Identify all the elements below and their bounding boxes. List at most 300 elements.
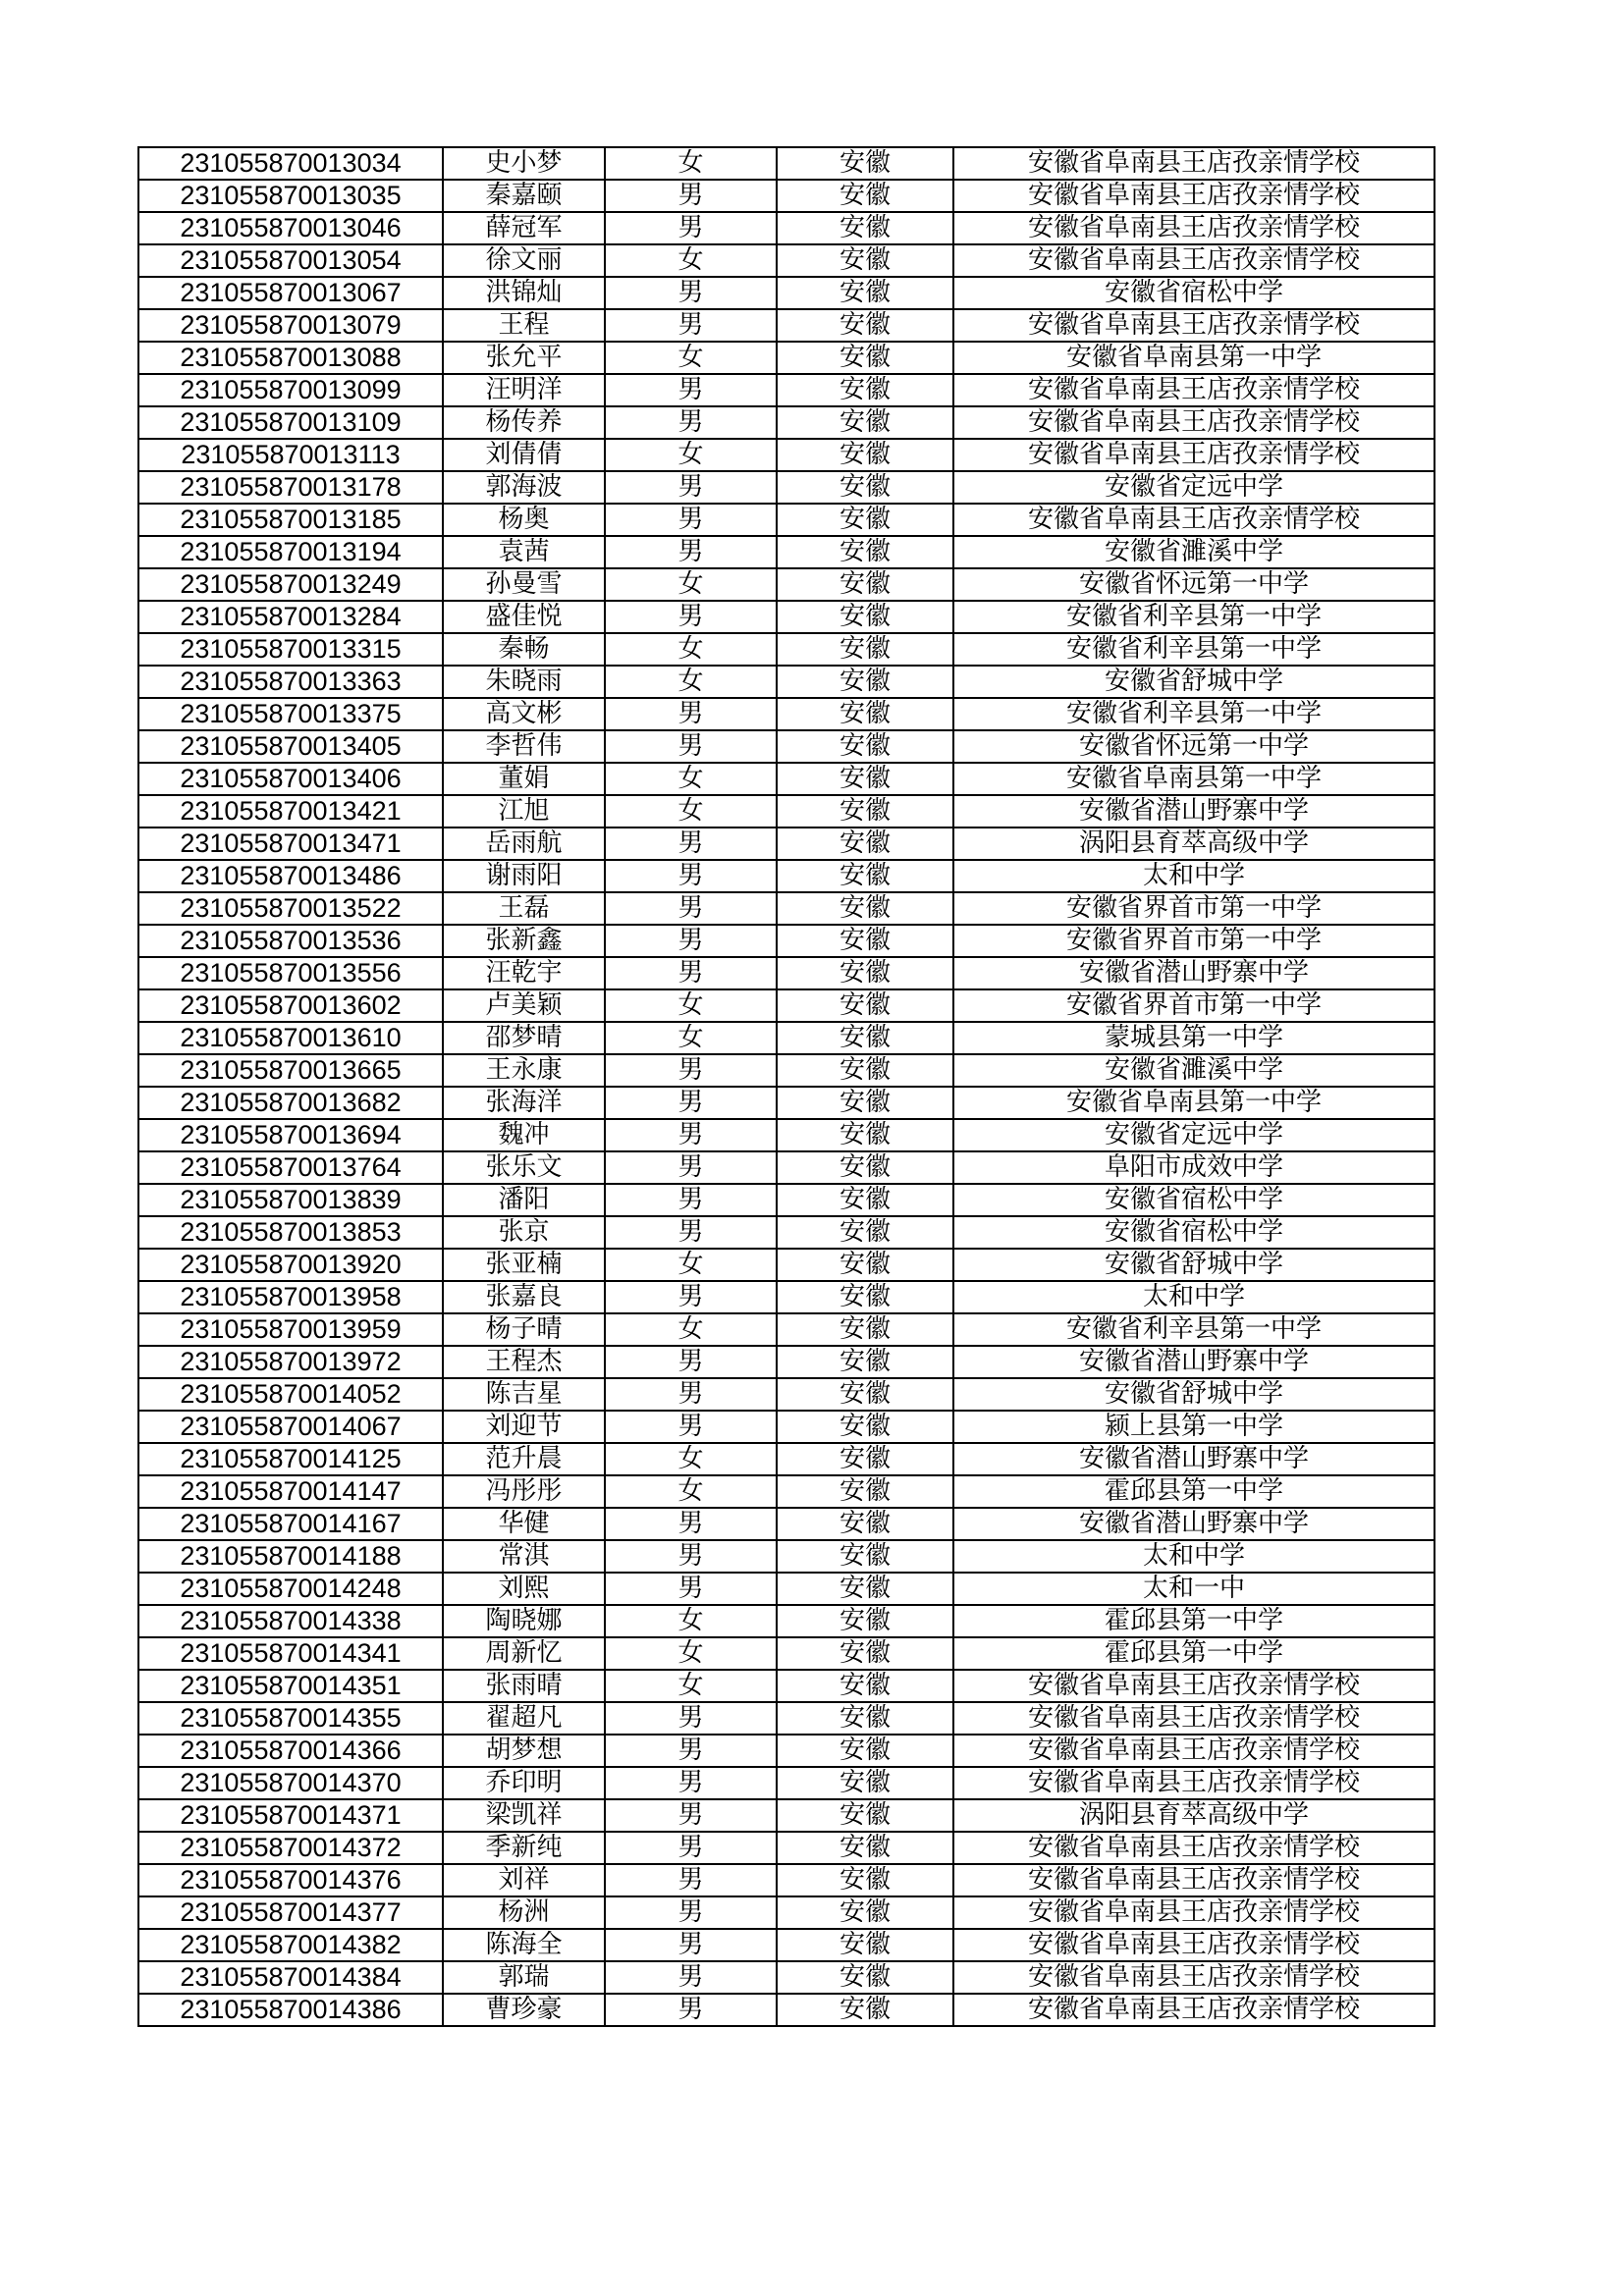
cell-province: 安徽	[777, 1767, 953, 1799]
cell-province: 安徽	[777, 1216, 953, 1249]
cell-province: 安徽	[777, 180, 953, 212]
cell-school: 安徽省舒城中学	[953, 666, 1435, 698]
cell-id: 231055870014386	[138, 1994, 443, 2026]
cell-school: 太和一中	[953, 1573, 1435, 1605]
cell-sex: 男	[605, 1767, 777, 1799]
cell-id: 231055870014355	[138, 1702, 443, 1735]
table-row	[138, 1151, 1435, 1184]
cell-school: 安徽省阜南县王店孜亲情学校	[953, 244, 1435, 277]
cell-name: 常淇	[443, 1540, 605, 1573]
cell-school: 安徽省界首市第一中学	[953, 989, 1435, 1022]
cell-province: 安徽	[777, 471, 953, 504]
cell-name: 薛冠军	[443, 212, 605, 244]
cell-school: 安徽省利辛县第一中学	[953, 633, 1435, 666]
cell-name: 郭海波	[443, 471, 605, 504]
table-row	[138, 1767, 1435, 1799]
cell-id: 231055870014370	[138, 1767, 443, 1799]
cell-name: 秦嘉颐	[443, 180, 605, 212]
cell-id: 231055870013682	[138, 1087, 443, 1119]
cell-school: 霍邱县第一中学	[953, 1605, 1435, 1637]
cell-name: 邵梦晴	[443, 1022, 605, 1054]
cell-name: 乔印明	[443, 1767, 605, 1799]
cell-school: 太和中学	[953, 1540, 1435, 1573]
cell-name: 范升晨	[443, 1443, 605, 1475]
cell-sex: 男	[605, 1540, 777, 1573]
cell-name: 杨子晴	[443, 1313, 605, 1346]
table-row	[138, 860, 1435, 892]
cell-name: 王程杰	[443, 1346, 605, 1378]
cell-province: 安徽	[777, 1378, 953, 1411]
cell-sex: 男	[605, 1216, 777, 1249]
cell-school: 安徽省利辛县第一中学	[953, 601, 1435, 633]
cell-sex: 男	[605, 1378, 777, 1411]
cell-province: 安徽	[777, 1994, 953, 2026]
cell-id: 231055870013471	[138, 828, 443, 860]
cell-id: 231055870014167	[138, 1508, 443, 1540]
cell-school: 安徽省潜山野寨中学	[953, 957, 1435, 989]
table-row	[138, 1022, 1435, 1054]
table-row	[138, 989, 1435, 1022]
cell-school: 安徽省阜南县王店孜亲情学校	[953, 1994, 1435, 2026]
cell-name: 刘迎节	[443, 1411, 605, 1443]
cell-sex: 女	[605, 1313, 777, 1346]
table-row	[138, 763, 1435, 795]
cell-id: 231055870013694	[138, 1119, 443, 1151]
table-row	[138, 795, 1435, 828]
cell-id: 231055870013556	[138, 957, 443, 989]
cell-id: 231055870013853	[138, 1216, 443, 1249]
table-row	[138, 536, 1435, 568]
cell-name: 江旭	[443, 795, 605, 828]
cell-id: 231055870014067	[138, 1411, 443, 1443]
table-row	[138, 1832, 1435, 1864]
cell-id: 231055870013421	[138, 795, 443, 828]
cell-school: 安徽省阜南县第一中学	[953, 1087, 1435, 1119]
cell-province: 安徽	[777, 795, 953, 828]
cell-province: 安徽	[777, 1670, 953, 1702]
table-row	[138, 633, 1435, 666]
cell-id: 231055870013665	[138, 1054, 443, 1087]
cell-id: 231055870013099	[138, 374, 443, 406]
cell-sex: 女	[605, 1022, 777, 1054]
cell-province: 安徽	[777, 1249, 953, 1281]
cell-sex: 女	[605, 1475, 777, 1508]
cell-sex: 女	[605, 439, 777, 471]
cell-sex: 男	[605, 730, 777, 763]
cell-school: 安徽省阜南县王店孜亲情学校	[953, 1864, 1435, 1896]
cell-province: 安徽	[777, 1735, 953, 1767]
cell-province: 安徽	[777, 1637, 953, 1670]
cell-id: 231055870014351	[138, 1670, 443, 1702]
cell-name: 张海洋	[443, 1087, 605, 1119]
cell-school: 安徽省怀远第一中学	[953, 568, 1435, 601]
cell-id: 231055870013113	[138, 439, 443, 471]
cell-sex: 男	[605, 1508, 777, 1540]
cell-sex: 女	[605, 633, 777, 666]
cell-province: 安徽	[777, 1411, 953, 1443]
cell-id: 231055870013035	[138, 180, 443, 212]
cell-name: 谢雨阳	[443, 860, 605, 892]
table-row	[138, 957, 1435, 989]
cell-school: 安徽省濉溪中学	[953, 1054, 1435, 1087]
cell-school: 安徽省阜南县王店孜亲情学校	[953, 1961, 1435, 1994]
cell-name: 华健	[443, 1508, 605, 1540]
cell-id: 231055870013054	[138, 244, 443, 277]
cell-province: 安徽	[777, 1443, 953, 1475]
cell-school: 安徽省阜南县王店孜亲情学校	[953, 406, 1435, 439]
roster-body	[138, 147, 1435, 2026]
cell-id: 231055870013185	[138, 504, 443, 536]
cell-id: 231055870013972	[138, 1346, 443, 1378]
cell-id: 231055870014052	[138, 1378, 443, 1411]
cell-school: 安徽省阜南县王店孜亲情学校	[953, 147, 1435, 180]
cell-id: 231055870013079	[138, 309, 443, 342]
cell-school: 颍上县第一中学	[953, 1411, 1435, 1443]
cell-id: 231055870013958	[138, 1281, 443, 1313]
table-row	[138, 698, 1435, 730]
cell-province: 安徽	[777, 342, 953, 374]
cell-id: 231055870013284	[138, 601, 443, 633]
cell-sex: 男	[605, 309, 777, 342]
cell-name: 徐文丽	[443, 244, 605, 277]
cell-name: 杨传养	[443, 406, 605, 439]
cell-school: 安徽省阜南县王店孜亲情学校	[953, 1832, 1435, 1864]
cell-name: 刘祥	[443, 1864, 605, 1896]
table-row	[138, 180, 1435, 212]
cell-sex: 男	[605, 180, 777, 212]
cell-name: 冯彤彤	[443, 1475, 605, 1508]
cell-sex: 男	[605, 1799, 777, 1832]
cell-school: 安徽省阜南县王店孜亲情学校	[953, 180, 1435, 212]
cell-sex: 女	[605, 342, 777, 374]
cell-sex: 男	[605, 504, 777, 536]
cell-sex: 男	[605, 1184, 777, 1216]
cell-sex: 男	[605, 536, 777, 568]
cell-sex: 男	[605, 892, 777, 925]
cell-sex: 男	[605, 1573, 777, 1605]
cell-id: 231055870013088	[138, 342, 443, 374]
table-row	[138, 1637, 1435, 1670]
cell-name: 汪明洋	[443, 374, 605, 406]
cell-province: 安徽	[777, 439, 953, 471]
cell-name: 陈海全	[443, 1929, 605, 1961]
cell-sex: 女	[605, 1605, 777, 1637]
cell-id: 231055870014377	[138, 1896, 443, 1929]
cell-sex: 男	[605, 860, 777, 892]
cell-school: 安徽省阜南县王店孜亲情学校	[953, 309, 1435, 342]
table-row	[138, 1475, 1435, 1508]
table-row	[138, 1929, 1435, 1961]
cell-sex: 男	[605, 1346, 777, 1378]
table-row	[138, 1378, 1435, 1411]
cell-school: 霍邱县第一中学	[953, 1637, 1435, 1670]
cell-name: 张允平	[443, 342, 605, 374]
cell-school: 安徽省阜南县第一中学	[953, 763, 1435, 795]
cell-sex: 男	[605, 1896, 777, 1929]
table-row	[138, 1961, 1435, 1994]
cell-id: 231055870013178	[138, 471, 443, 504]
cell-sex: 男	[605, 1735, 777, 1767]
cell-sex: 男	[605, 471, 777, 504]
cell-sex: 女	[605, 1443, 777, 1475]
cell-province: 安徽	[777, 698, 953, 730]
cell-sex: 男	[605, 374, 777, 406]
cell-school: 阜阳市成效中学	[953, 1151, 1435, 1184]
cell-id: 231055870013486	[138, 860, 443, 892]
cell-name: 卢美颖	[443, 989, 605, 1022]
cell-sex: 男	[605, 1119, 777, 1151]
cell-school: 安徽省阜南县王店孜亲情学校	[953, 374, 1435, 406]
table-row	[138, 1411, 1435, 1443]
cell-province: 安徽	[777, 1961, 953, 1994]
cell-name: 董娟	[443, 763, 605, 795]
cell-name: 朱晓雨	[443, 666, 605, 698]
cell-sex: 男	[605, 1994, 777, 2026]
cell-school: 安徽省阜南县王店孜亲情学校	[953, 1702, 1435, 1735]
cell-sex: 男	[605, 1961, 777, 1994]
cell-sex: 男	[605, 1281, 777, 1313]
cell-name: 张京	[443, 1216, 605, 1249]
cell-school: 安徽省濉溪中学	[953, 536, 1435, 568]
cell-name: 郭瑞	[443, 1961, 605, 1994]
cell-sex: 女	[605, 244, 777, 277]
table-row	[138, 1184, 1435, 1216]
cell-id: 231055870013315	[138, 633, 443, 666]
table-row	[138, 568, 1435, 601]
cell-province: 安徽	[777, 860, 953, 892]
cell-school: 安徽省阜南县王店孜亲情学校	[953, 1896, 1435, 1929]
cell-sex: 男	[605, 1087, 777, 1119]
cell-province: 安徽	[777, 633, 953, 666]
cell-sex: 男	[605, 1054, 777, 1087]
cell-school: 安徽省宿松中学	[953, 277, 1435, 309]
cell-school: 安徽省舒城中学	[953, 1378, 1435, 1411]
cell-id: 231055870014382	[138, 1929, 443, 1961]
cell-id: 231055870014372	[138, 1832, 443, 1864]
cell-school: 安徽省定远中学	[953, 471, 1435, 504]
cell-sex: 女	[605, 147, 777, 180]
table-row	[138, 1799, 1435, 1832]
cell-id: 231055870014376	[138, 1864, 443, 1896]
cell-id: 231055870013959	[138, 1313, 443, 1346]
table-row	[138, 1994, 1435, 2026]
cell-province: 安徽	[777, 277, 953, 309]
table-row	[138, 212, 1435, 244]
cell-province: 安徽	[777, 925, 953, 957]
cell-sex: 男	[605, 1929, 777, 1961]
cell-name: 张嘉良	[443, 1281, 605, 1313]
cell-id: 231055870014125	[138, 1443, 443, 1475]
cell-school: 安徽省阜南县王店孜亲情学校	[953, 1929, 1435, 1961]
cell-province: 安徽	[777, 147, 953, 180]
table-row	[138, 1443, 1435, 1475]
cell-province: 安徽	[777, 1702, 953, 1735]
table-row	[138, 925, 1435, 957]
cell-name: 洪锦灿	[443, 277, 605, 309]
cell-sex: 女	[605, 1637, 777, 1670]
cell-school: 安徽省怀远第一中学	[953, 730, 1435, 763]
cell-id: 231055870013522	[138, 892, 443, 925]
table-row	[138, 471, 1435, 504]
cell-province: 安徽	[777, 568, 953, 601]
cell-school: 安徽省阜南县王店孜亲情学校	[953, 1735, 1435, 1767]
cell-name: 秦畅	[443, 633, 605, 666]
table-row	[138, 730, 1435, 763]
cell-name: 曹珍豪	[443, 1994, 605, 2026]
cell-sex: 男	[605, 277, 777, 309]
cell-province: 安徽	[777, 1151, 953, 1184]
cell-sex: 男	[605, 1151, 777, 1184]
cell-province: 安徽	[777, 1573, 953, 1605]
cell-school: 安徽省潜山野寨中学	[953, 1508, 1435, 1540]
cell-province: 安徽	[777, 1313, 953, 1346]
cell-name: 王磊	[443, 892, 605, 925]
cell-id: 231055870013034	[138, 147, 443, 180]
cell-name: 刘倩倩	[443, 439, 605, 471]
cell-sex: 男	[605, 601, 777, 633]
cell-name: 袁茜	[443, 536, 605, 568]
cell-id: 231055870014147	[138, 1475, 443, 1508]
cell-id: 231055870014338	[138, 1605, 443, 1637]
table-row	[138, 828, 1435, 860]
table-row	[138, 1087, 1435, 1119]
cell-sex: 女	[605, 666, 777, 698]
table-row	[138, 147, 1435, 180]
table-row	[138, 277, 1435, 309]
table-row	[138, 1346, 1435, 1378]
table-row	[138, 1119, 1435, 1151]
cell-province: 安徽	[777, 374, 953, 406]
cell-school: 太和中学	[953, 1281, 1435, 1313]
table-row	[138, 1313, 1435, 1346]
cell-province: 安徽	[777, 1799, 953, 1832]
cell-name: 刘熙	[443, 1573, 605, 1605]
cell-name: 翟超凡	[443, 1702, 605, 1735]
cell-id: 231055870013363	[138, 666, 443, 698]
cell-province: 安徽	[777, 1346, 953, 1378]
table-row	[138, 1702, 1435, 1735]
cell-school: 蒙城县第一中学	[953, 1022, 1435, 1054]
cell-id: 231055870013249	[138, 568, 443, 601]
table-row	[138, 342, 1435, 374]
cell-province: 安徽	[777, 828, 953, 860]
table-row	[138, 374, 1435, 406]
cell-name: 魏冲	[443, 1119, 605, 1151]
cell-id: 231055870013764	[138, 1151, 443, 1184]
cell-name: 陶晓娜	[443, 1605, 605, 1637]
cell-province: 安徽	[777, 244, 953, 277]
cell-school: 安徽省阜南县第一中学	[953, 342, 1435, 374]
table-row	[138, 1508, 1435, 1540]
cell-sex: 女	[605, 568, 777, 601]
table-row	[138, 1864, 1435, 1896]
cell-school: 安徽省潜山野寨中学	[953, 1346, 1435, 1378]
cell-province: 安徽	[777, 1022, 953, 1054]
cell-province: 安徽	[777, 1184, 953, 1216]
table-row	[138, 666, 1435, 698]
cell-id: 231055870013109	[138, 406, 443, 439]
cell-province: 安徽	[777, 1054, 953, 1087]
cell-id: 231055870013920	[138, 1249, 443, 1281]
cell-school: 太和中学	[953, 860, 1435, 892]
cell-sex: 女	[605, 795, 777, 828]
cell-province: 安徽	[777, 406, 953, 439]
cell-province: 安徽	[777, 1832, 953, 1864]
cell-school: 安徽省潜山野寨中学	[953, 795, 1435, 828]
table-row	[138, 892, 1435, 925]
cell-school: 安徽省利辛县第一中学	[953, 698, 1435, 730]
cell-name: 张亚楠	[443, 1249, 605, 1281]
cell-province: 安徽	[777, 957, 953, 989]
cell-sex: 男	[605, 1832, 777, 1864]
cell-sex: 男	[605, 698, 777, 730]
cell-name: 杨奥	[443, 504, 605, 536]
cell-id: 231055870013839	[138, 1184, 443, 1216]
cell-sex: 女	[605, 1249, 777, 1281]
cell-sex: 男	[605, 1411, 777, 1443]
cell-id: 231055870014366	[138, 1735, 443, 1767]
cell-school: 安徽省潜山野寨中学	[953, 1443, 1435, 1475]
cell-province: 安徽	[777, 730, 953, 763]
cell-id: 231055870013405	[138, 730, 443, 763]
cell-name: 张新鑫	[443, 925, 605, 957]
table-row	[138, 1054, 1435, 1087]
cell-province: 安徽	[777, 1475, 953, 1508]
cell-sex: 女	[605, 1670, 777, 1702]
cell-name: 汪乾宇	[443, 957, 605, 989]
cell-school: 安徽省界首市第一中学	[953, 925, 1435, 957]
cell-name: 周新忆	[443, 1637, 605, 1670]
cell-province: 安徽	[777, 504, 953, 536]
cell-id: 231055870013406	[138, 763, 443, 795]
cell-name: 梁凯祥	[443, 1799, 605, 1832]
cell-sex: 女	[605, 989, 777, 1022]
cell-school: 安徽省利辛县第一中学	[953, 1313, 1435, 1346]
cell-name: 孙曼雪	[443, 568, 605, 601]
cell-name: 潘阳	[443, 1184, 605, 1216]
cell-name: 张乐文	[443, 1151, 605, 1184]
cell-school: 安徽省宿松中学	[953, 1216, 1435, 1249]
cell-id: 231055870014341	[138, 1637, 443, 1670]
cell-province: 安徽	[777, 989, 953, 1022]
cell-name: 季新纯	[443, 1832, 605, 1864]
cell-province: 安徽	[777, 666, 953, 698]
cell-province: 安徽	[777, 212, 953, 244]
cell-province: 安徽	[777, 1540, 953, 1573]
table-row	[138, 601, 1435, 633]
cell-name: 杨洲	[443, 1896, 605, 1929]
cell-province: 安徽	[777, 309, 953, 342]
cell-school: 安徽省定远中学	[953, 1119, 1435, 1151]
cell-name: 李哲伟	[443, 730, 605, 763]
table-row	[138, 1573, 1435, 1605]
cell-name: 高文彬	[443, 698, 605, 730]
table-row	[138, 309, 1435, 342]
cell-province: 安徽	[777, 1281, 953, 1313]
cell-name: 王永康	[443, 1054, 605, 1087]
table-row	[138, 1249, 1435, 1281]
cell-id: 231055870014384	[138, 1961, 443, 1994]
cell-province: 安徽	[777, 536, 953, 568]
cell-id: 231055870014371	[138, 1799, 443, 1832]
cell-province: 安徽	[777, 763, 953, 795]
cell-school: 安徽省阜南县王店孜亲情学校	[953, 439, 1435, 471]
cell-school: 安徽省舒城中学	[953, 1249, 1435, 1281]
table-row	[138, 1540, 1435, 1573]
cell-name: 史小梦	[443, 147, 605, 180]
cell-name: 胡梦想	[443, 1735, 605, 1767]
cell-name: 王程	[443, 309, 605, 342]
